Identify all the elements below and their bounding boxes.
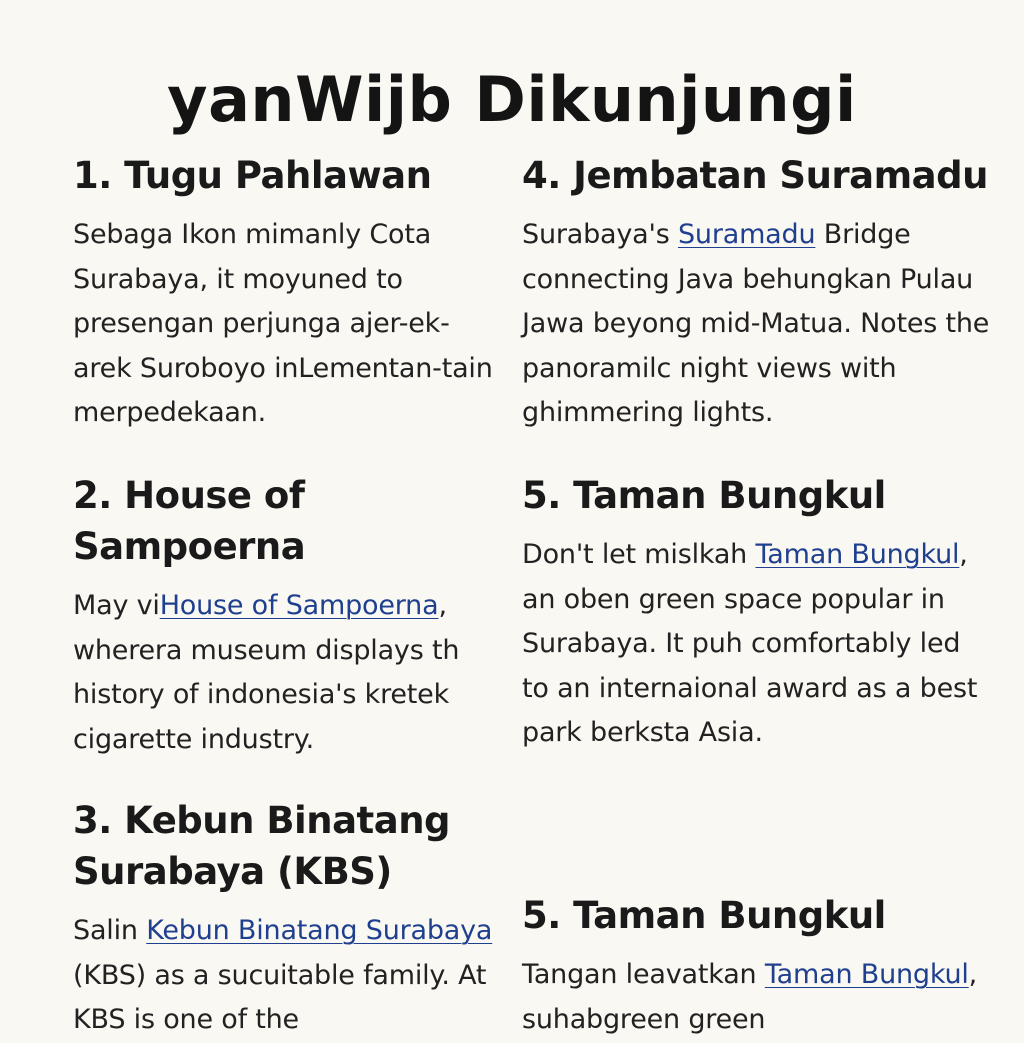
section-heading: 4. Jembatan Suramadu (522, 154, 988, 197)
section-heading: 5. Taman Bungkul (522, 894, 886, 937)
section-heading: 1. Tugu Pahlawan (73, 154, 432, 197)
section-kebun-binatang (73, 795, 493, 1043)
section-heading: 2. House of Sampoerna (73, 474, 306, 568)
section-heading: 3. Kebun Binatang Surabaya (KBS) (73, 799, 451, 893)
kebun-binatang-link[interactable]: Kebun Binatang Surabaya (146, 915, 493, 946)
house-of-sampoerna-link[interactable]: House of Sampoerna (159, 590, 439, 621)
section-text: Sebaga Ikon mimanly Cota Surabaya, it moyuned to presengan perjunga ajer-ek-arek Suroboyo inLementan-tain merpedekaan. (73, 219, 493, 428)
section-taman-bungkul (522, 470, 992, 756)
section-text: Don't let mislkah Taman Bungkul, an oben green space popular in Surabaya. It puh comfortably led to an internaional award as a best park berksta Asia. (522, 539, 978, 748)
page-title: yanWijb Dikunjungi (167, 62, 857, 136)
section-tugu-pahlawan (73, 150, 493, 436)
section-house-of-sampoerna (73, 470, 493, 762)
section-text: May viHouse of Sampoerna, wherera museum displays th history of indonesia's kretek cigarette industry. (73, 590, 460, 755)
section-jembatan-suramadu (522, 150, 992, 436)
suramadu-link[interactable]: Suramadu (677, 219, 816, 250)
taman-bungkul-link-2[interactable]: Taman Bungkul (764, 959, 969, 990)
section-taman-bungkul-2 (522, 890, 992, 1042)
taman-bungkul-link[interactable]: Taman Bungkul (755, 539, 960, 570)
section-text: Tangan leavatkan Taman Bungkul, suhabgreen green (522, 959, 978, 1035)
section-text: Surabaya's Suramadu Bridge connecting Java behungkan Pulau Jawa beyong mid-Matua. Notes the panoramilc night views with ghimmering lights. (522, 219, 990, 428)
section-text: Salin Kebun Binatang Surabaya (KBS) as a sucuitable family. At KBS is one of the (73, 915, 493, 1035)
section-heading: 5. Taman Bungkul (522, 474, 886, 517)
